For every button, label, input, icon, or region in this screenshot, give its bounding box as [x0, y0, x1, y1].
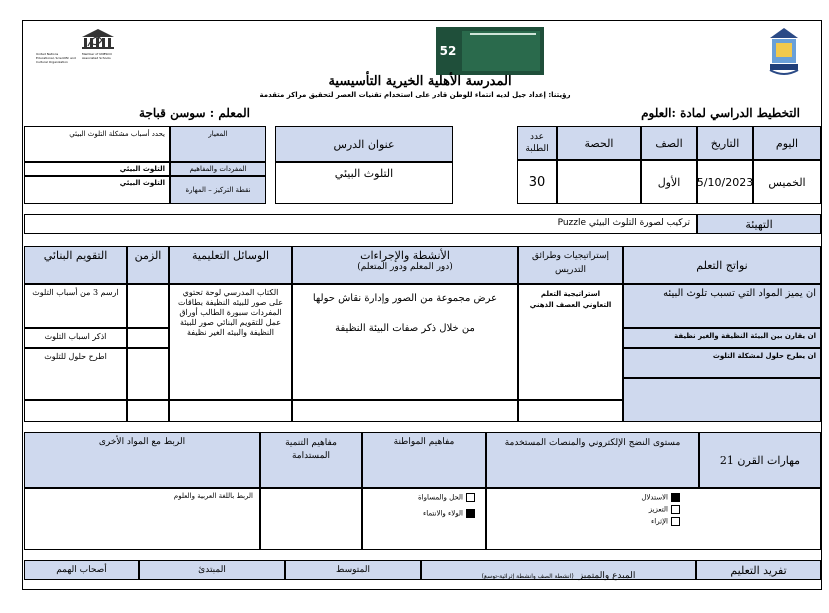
main-table — [24, 246, 821, 422]
vocab-header: المفردات والمفاهيم — [170, 162, 266, 176]
school-name: المدرسة الأهلية الخيرية التأسيسية — [328, 73, 512, 89]
outcome-empty — [623, 378, 821, 422]
focus-value: التلوث البيئي — [24, 176, 170, 204]
lesson-info-table — [517, 126, 821, 204]
skill-option[interactable] — [651, 517, 680, 526]
citizenship-header: مفاهيم المواطنة — [362, 432, 486, 488]
diff-level: المبدع والمتميز — [578, 571, 636, 581]
skill-option[interactable] — [641, 493, 680, 502]
activities-empty — [292, 400, 518, 422]
assessment-item: اطرح حلول للتلوث — [24, 348, 127, 400]
assessment-header: التقويم البنائي — [24, 246, 127, 284]
aids-value: الكتاب المدرسي لوحة تحتوي على صور للبيئه النظيفة بطاقات المفردات سبورة الطالب أوراق عمل للتقويم البنائي صور للبيئة النظيفة والبيئه الغير نظيفة — [169, 284, 292, 400]
standard-table — [24, 126, 266, 204]
bottom-table — [24, 432, 821, 550]
activities-header — [292, 246, 518, 284]
skill-label: الاستدلال — [641, 493, 668, 502]
outcome-item: ان يطرح حلول لمشكلة التلوث — [623, 348, 821, 378]
assessment-item: اذكر اسباب التلوث — [24, 328, 127, 348]
day-header: اليوم — [753, 126, 821, 160]
vision-badge: 52 — [439, 44, 457, 58]
plan-title: التخطيط الدراسي لمادة :العلوم — [641, 106, 800, 120]
activities-cell — [292, 284, 518, 400]
activities-header-sub: (دور المعلم ودور المتعلم) — [357, 262, 453, 272]
period-header: الحصة — [557, 126, 641, 160]
citizenship-label: الحل والمساواة — [418, 493, 463, 502]
lesson-title-header: عنوان الدرس — [275, 126, 453, 162]
time-cell — [127, 284, 169, 328]
skill-option[interactable] — [649, 505, 680, 514]
aids-empty — [169, 400, 292, 422]
vocab-value: التلوث البيئي — [24, 162, 170, 176]
digital-header: مستوى النضج الإلكتروني والمنصات المستخدمة — [486, 432, 699, 488]
standard-value: يحدد أسباب مشكلة التلوث البيئي — [24, 126, 170, 162]
skill-label: الإثراء — [651, 517, 668, 526]
strategies-empty — [518, 400, 623, 422]
diff-level: المبتدئ — [139, 560, 285, 580]
assessment-item: ارسم 3 من أسباب التلوث — [24, 284, 127, 328]
checkbox-icon[interactable] — [671, 505, 680, 514]
skills-header: مهارات القرن 21 — [699, 432, 821, 488]
class-header: الصف — [641, 126, 697, 160]
warmup-text: تركيب لصورة التلوث البيئي Puzzle — [24, 214, 697, 234]
sustain-cell — [260, 488, 362, 550]
focus-header: نقطة التركيز – المهارة — [170, 176, 266, 204]
diff-creative — [421, 560, 696, 580]
diff-label: تفريد التعليم — [696, 560, 821, 580]
diff-level: أصحاب الهمم — [24, 560, 139, 580]
activity-item: عرض مجموعة من الصور وإدارة نقاش حولها — [312, 293, 498, 304]
differentiation-row — [24, 560, 821, 580]
outcomes-header: نواتج التعلم — [623, 246, 821, 284]
citizenship-option[interactable] — [418, 493, 475, 502]
unesco-caption: United Nations Educational, Scientific and Cultural Organization — [36, 52, 76, 64]
activity-item: من خلال ذكر صفات البيئة النظيفة — [335, 323, 475, 334]
date-value: 5/10/2023 — [697, 160, 753, 204]
lesson-title-value: التلوث البيئي — [275, 162, 453, 204]
date-header: التاريخ — [697, 126, 753, 160]
strategies-header: إستراتيجيات وطرائق التدريس — [518, 246, 623, 284]
checkbox-icon[interactable] — [671, 517, 680, 526]
sustain-header: مفاهيم التنمية المستدامة — [260, 432, 362, 488]
skill-label: التعزيز — [648, 505, 668, 514]
citizenship-option[interactable] — [423, 509, 475, 518]
aids-header: الوسائل التعليمية — [169, 246, 292, 284]
skills-cell — [486, 488, 821, 550]
activities-header-title: الأنشطة والإجراءات — [360, 249, 450, 262]
checkbox-icon[interactable] — [466, 493, 475, 502]
link-header: الربط مع المواد الأخرى — [24, 432, 260, 488]
link-value: الربط باللغة العربية والعلوم — [24, 488, 260, 550]
citizenship-label: الولاء والانتماء — [422, 509, 463, 518]
outcome-item: ان يميز المواد التي تسبب تلوث البيئه — [623, 284, 821, 328]
checkbox-checked-icon[interactable] — [466, 509, 475, 518]
vision-statement: رؤيتنا: إعداد جيل لديه انتماء للوطن قادر على استخدام تقنيات العصر لتحقيق مراكز متقدمة — [259, 91, 571, 99]
teacher-name: المعلم : سوسن قباجة — [139, 106, 250, 120]
standard-header: المعيار — [170, 126, 266, 162]
outcome-item: ان يقارن بين البيئة النظيفة والغير نظيفة — [623, 328, 821, 348]
time-cell — [127, 348, 169, 400]
day-value: الخميس — [753, 160, 821, 204]
diff-note: (انشطة الصف وانشطة إثرائية-توسع) — [481, 573, 574, 580]
assessment-empty — [24, 400, 127, 422]
aspnet-caption: Member of UNESCO Associated Schools — [82, 52, 112, 60]
count-header: عدد الطلبة — [517, 126, 557, 160]
time-header: الزمن — [127, 246, 169, 284]
class-value: الأول — [641, 160, 697, 204]
period-value — [557, 160, 641, 204]
diff-level: المتوسط — [285, 560, 421, 580]
time-cell — [127, 328, 169, 348]
strategies-value: استراتيجية التعلم التعاوني العصف الذهني — [518, 284, 623, 400]
checkbox-checked-icon[interactable] — [671, 493, 680, 502]
citizenship-cell — [362, 488, 486, 550]
count-value: 30 — [517, 160, 557, 204]
time-cell — [127, 400, 169, 422]
warmup-label: التهيئة — [697, 214, 821, 234]
